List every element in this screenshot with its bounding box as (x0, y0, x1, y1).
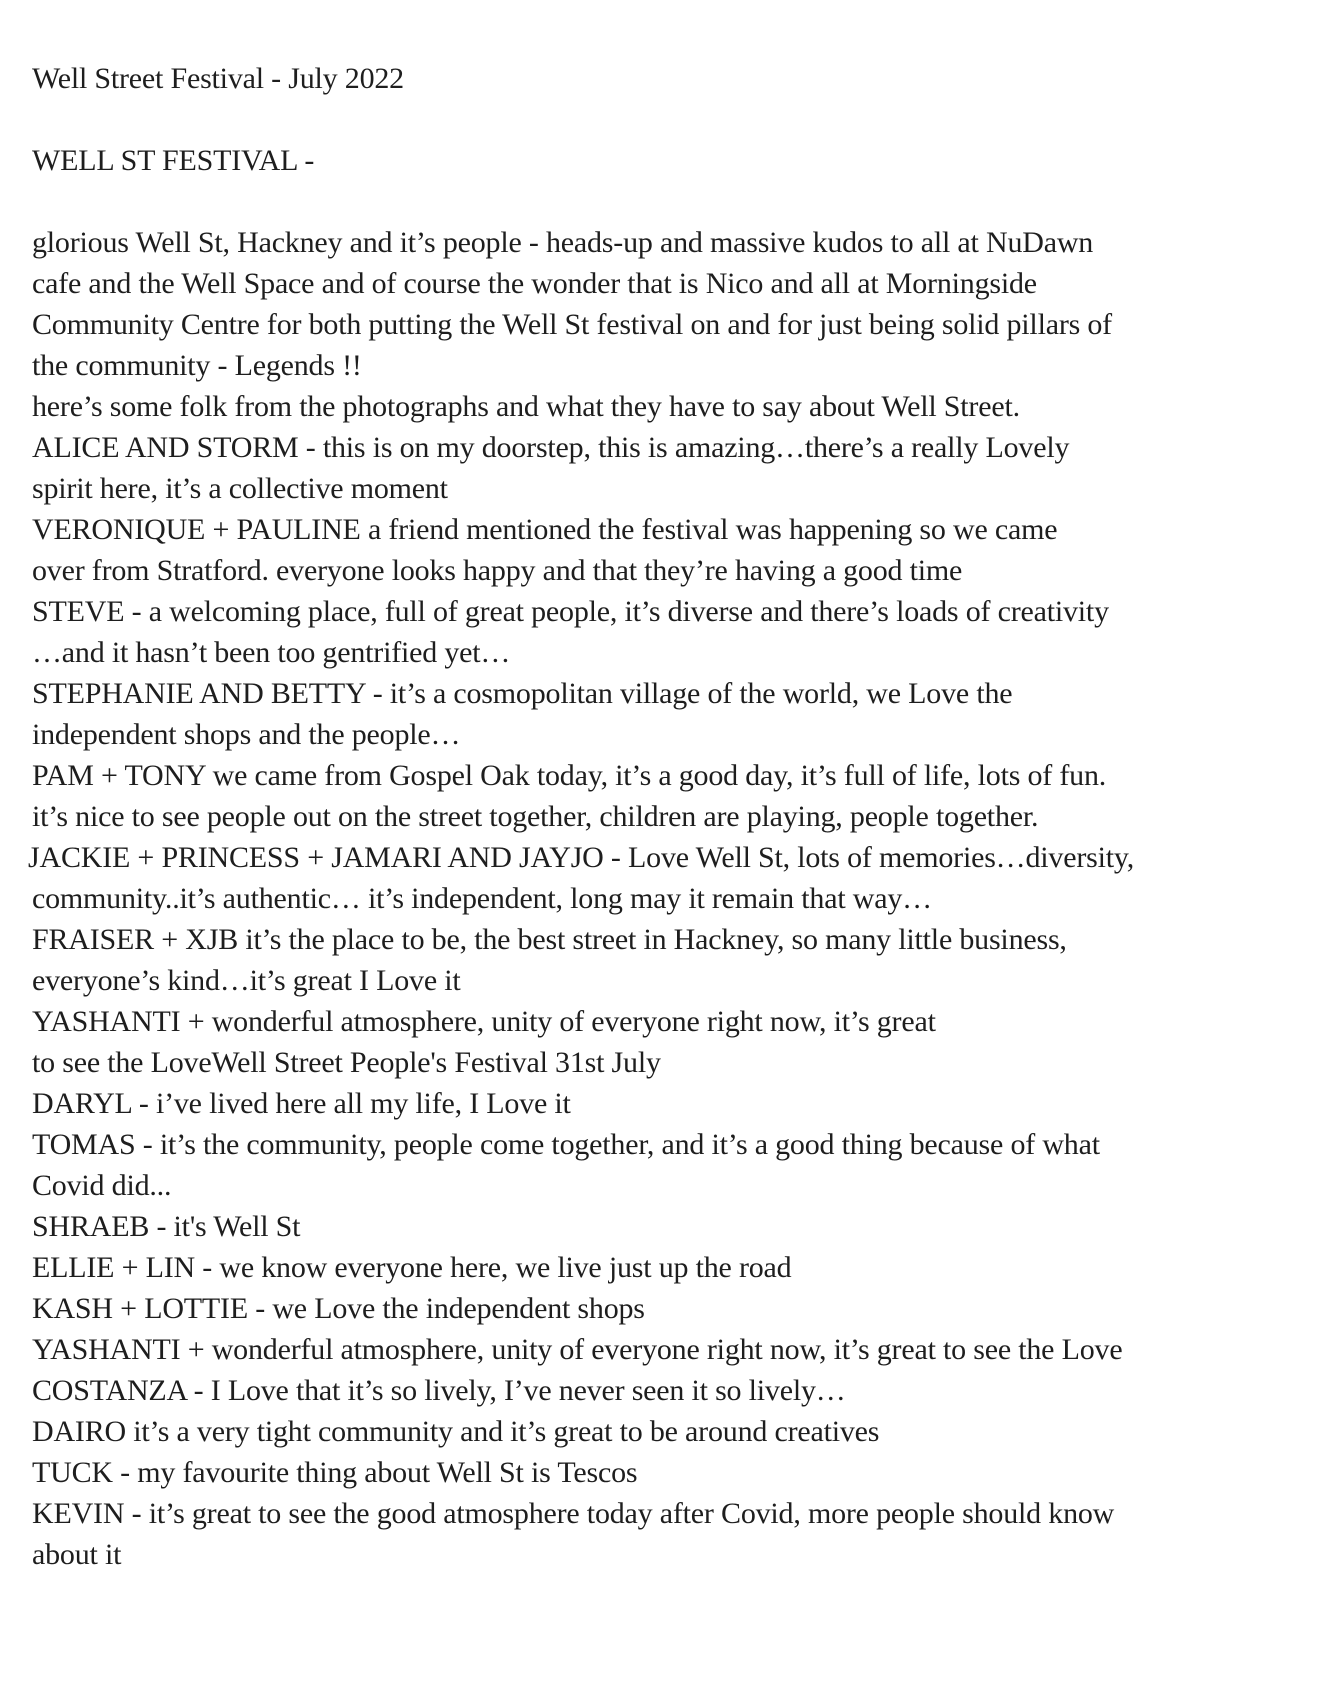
body-line: KEVIN - it’s great to see the good atmosphere today after Covid, more people should know (32, 1497, 1115, 1530)
body-line: TOMAS - it’s the community, people come together, and it’s a good thing because of what (32, 1128, 1100, 1161)
body-line: JACKIE + PRINCESS + JAMARI AND JAYJO - Love Well St, lots of memories…diversity, (28, 841, 1135, 874)
body-line: to see the LoveWell Street People's Festival 31st July (32, 1046, 661, 1079)
document-body (28, 222, 1312, 1575)
body-line: STEVE - a welcoming place, full of great people, it’s diverse and there’s loads of creativity (32, 595, 1109, 628)
body-line: ELLIE + LIN - we know everyone here, we live just up the road (32, 1251, 792, 1284)
body-line: independent shops and the people… (32, 718, 461, 751)
body-line: SHRAEB - it's Well St (32, 1210, 301, 1243)
body-line: spirit here, it’s a collective moment (32, 472, 448, 505)
body-line: DARYL - i’ve lived here all my life, I Love it (32, 1087, 571, 1120)
body-line: PAM + TONY we came from Gospel Oak today, it’s a good day, it’s full of life, lots of fun. (32, 759, 1107, 792)
body-line: COSTANZA - I Love that it’s so lively, I’ve never seen it so lively… (32, 1374, 846, 1407)
body-line: here’s some folk from the photographs and what they have to say about Well Street. (32, 390, 1020, 423)
body-line: FRAISER + XJB it’s the place to be, the best street in Hackney, so many little business, (32, 923, 1067, 956)
body-line: the community - Legends !! (32, 349, 362, 382)
body-line: STEPHANIE AND BETTY - it’s a cosmopolitan village of the world, we Love the (32, 677, 1013, 710)
body-line: KASH + LOTTIE - we Love the independent shops (32, 1292, 645, 1325)
body-line: it’s nice to see people out on the street together, children are playing, people together. (32, 800, 1039, 833)
body-line: cafe and the Well Space and of course the wonder that is Nico and all at Morningside (32, 267, 1037, 300)
body-line: ALICE AND STORM - this is on my doorstep, this is amazing…there’s a really Lovely (32, 431, 1070, 464)
body-line: VERONIQUE + PAULINE a friend mentioned the festival was happening so we came (32, 513, 1058, 546)
body-line: everyone’s kind…it’s great I Love it (32, 964, 461, 997)
body-line: about it (32, 1538, 122, 1571)
document-heading: WELL ST FESTIVAL - (32, 144, 315, 177)
body-line: Community Centre for both putting the Well St festival on and for just being solid pillars of (32, 308, 1112, 341)
body-line: YASHANTI + wonderful atmosphere, unity of everyone right now, it’s great to see the Love (32, 1333, 1123, 1366)
body-line: TUCK - my favourite thing about Well St is Tescos (32, 1456, 638, 1489)
document-title: Well Street Festival - July 2022 (32, 62, 404, 95)
body-line: …and it hasn’t been too gentrified yet… (32, 636, 511, 669)
body-line: over from Stratford. everyone looks happy and that they’re having a good time (32, 554, 963, 587)
body-line: community..it’s authentic… it’s independent, long may it remain that way… (32, 882, 932, 915)
document-page (28, 58, 1312, 1575)
body-line: DAIRO it’s a very tight community and it’s great to be around creatives (32, 1415, 880, 1448)
body-line: YASHANTI + wonderful atmosphere, unity of everyone right now, it’s great (32, 1005, 936, 1038)
body-line: glorious Well St, Hackney and it’s people - heads-up and massive kudos to all at NuDawn (32, 226, 1094, 259)
body-line: Covid did... (32, 1169, 172, 1202)
